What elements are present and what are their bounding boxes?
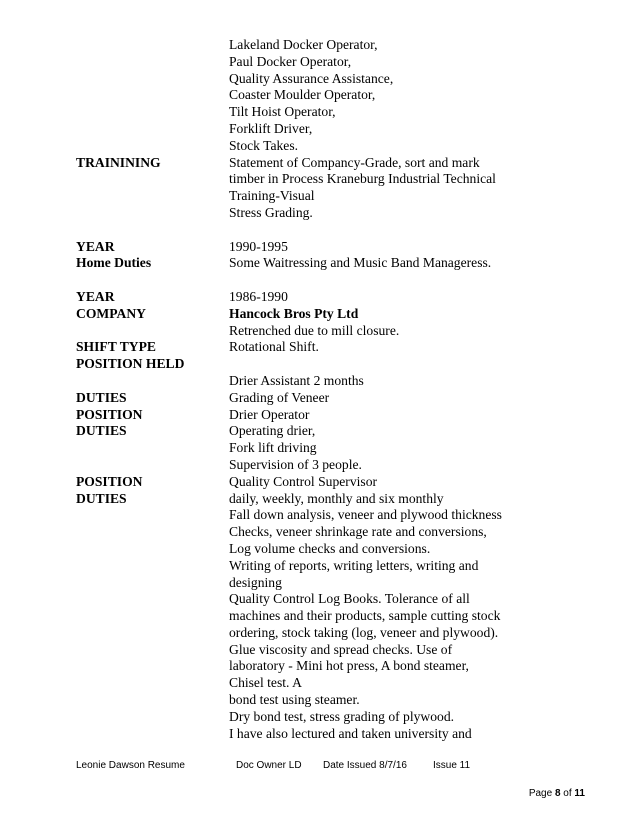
duties-line: daily, weekly, monthly and six monthly — [229, 490, 444, 506]
company-value: Hancock Bros Pty Ltd — [229, 305, 359, 321]
duties-line: bond test using steamer. — [229, 692, 360, 708]
duties-line: Fork lift driving — [229, 440, 317, 456]
page-total: 11 — [574, 788, 585, 799]
retrenched-note: Retrenched due to mill closure. — [229, 322, 400, 338]
duties-line: Operating drier, — [229, 423, 316, 439]
training-line: Training-Visual — [229, 188, 315, 204]
year-value: 1990-1995 — [229, 238, 288, 254]
drier-assistant: Drier Assistant 2 months — [229, 372, 364, 388]
footer-issue: Issue 11 — [433, 760, 471, 771]
duties-line: Log volume checks and conversions. — [229, 540, 431, 556]
shift-type-value: Rotational Shift. — [229, 339, 319, 355]
shift-type-label: SHIFT TYPE — [76, 339, 156, 355]
duties-line: Checks, veneer shrinkage rate and conversions, — [229, 524, 487, 540]
duties-value: Grading of Veneer — [229, 389, 330, 405]
duties-label: DUTIES — [76, 423, 127, 439]
position-held-label: POSITION HELD — [76, 356, 185, 372]
year-label: YEAR — [76, 288, 115, 304]
training-label: TRAININING — [76, 154, 161, 170]
footer-owner: Doc Owner LD — [236, 760, 302, 771]
training-line: timber in Process Kraneburg Industrial Technical — [229, 171, 496, 187]
job-line: Coaster Moulder Operator, — [229, 87, 376, 103]
job-line: Forklift Driver, — [229, 120, 313, 136]
home-duties-value: Some Waitressing and Music Band Manageress. — [229, 255, 492, 271]
page-of: of — [563, 788, 572, 799]
duties-line: Quality Control Log Books. Tolerance of all — [229, 591, 470, 607]
duties-line: Dry bond test, stress grading of plywood. — [229, 708, 455, 724]
job-line: Paul Docker Operator, — [229, 53, 352, 69]
footer-name: Leonie Dawson Resume — [76, 760, 185, 771]
page-number — [529, 788, 585, 799]
duties-line: machines and their products, sample cutting stock — [229, 608, 501, 624]
company-label: COMPANY — [76, 305, 146, 321]
job-line: Lakeland Docker Operator, — [229, 37, 378, 52]
job-line: Tilt Hoist Operator, — [229, 104, 336, 120]
duties-line: I have also lectured and taken university and — [229, 725, 472, 741]
year-label: YEAR — [76, 238, 115, 254]
duties-line: laboratory - Mini hot press, A bond steamer, — [229, 658, 469, 674]
duties-line: Writing of reports, writing letters, writing and — [229, 557, 479, 573]
duties-label: DUTIES — [76, 389, 127, 405]
resume-body — [0, 37, 638, 742]
duties-line: Fall down analysis, veneer and plywood thickness — [229, 507, 502, 523]
page-current: 8 — [554, 788, 561, 799]
home-duties-label: Home Duties — [76, 255, 152, 271]
position-label: POSITION — [76, 406, 143, 422]
duties-line: designing — [229, 574, 282, 590]
training-line: Statement of Compancy-Grade, sort and mark — [229, 154, 480, 170]
duties-line: ordering, stock taking (log, veneer and plywood). — [229, 624, 499, 640]
duties-line: Supervision of 3 people. — [229, 456, 362, 472]
duties-label: DUTIES — [76, 490, 127, 506]
year-value: 1986-1990 — [229, 288, 288, 304]
duties-line: Glue viscosity and spread checks. Use of — [229, 641, 453, 657]
footer-date: Date Issued 8/7/16 — [323, 760, 407, 771]
job-line: Stock Takes. — [229, 137, 299, 153]
position-label: POSITION — [76, 473, 143, 489]
duties-line: Chisel test. A — [229, 675, 302, 691]
position-value: Drier Operator — [229, 406, 310, 422]
position-value: Quality Control Supervisor — [229, 473, 378, 489]
page-prefix: Page — [528, 788, 553, 799]
job-line: Quality Assurance Assistance, — [229, 70, 394, 86]
training-line: Stress Grading. — [229, 204, 313, 220]
